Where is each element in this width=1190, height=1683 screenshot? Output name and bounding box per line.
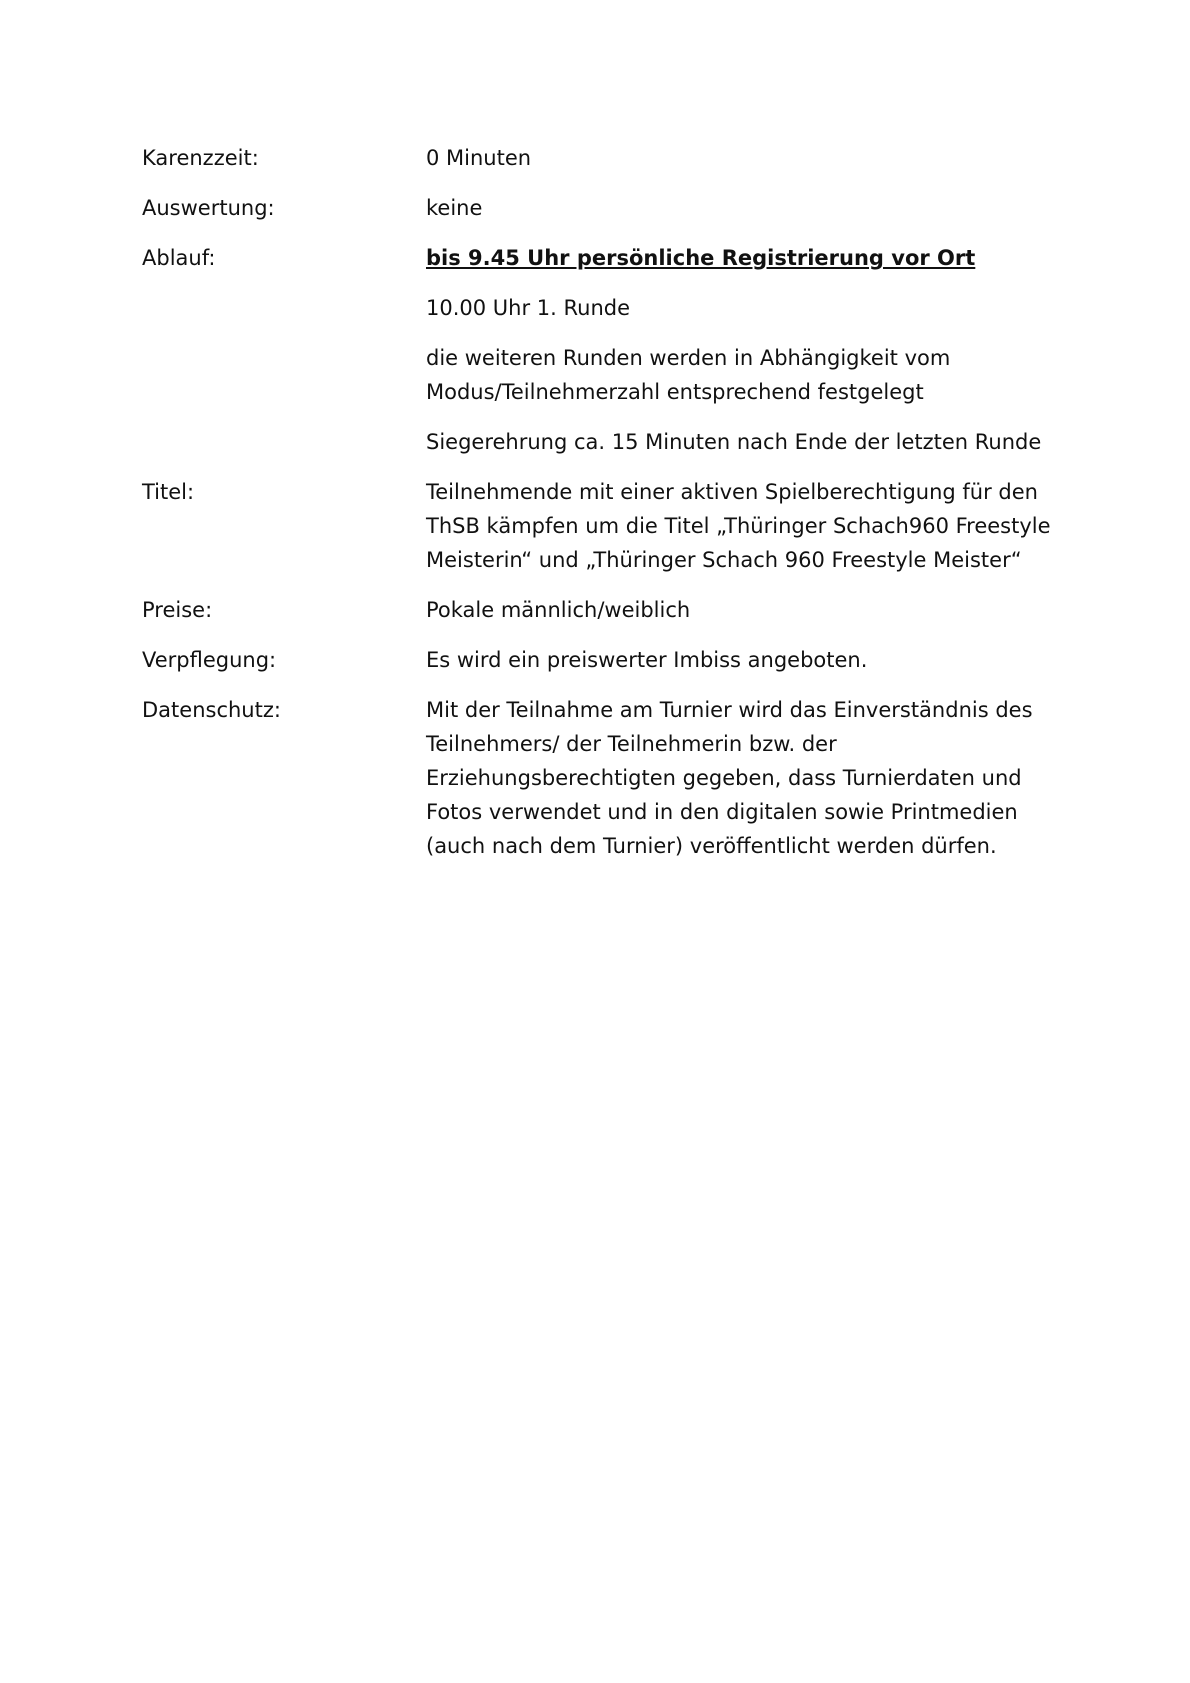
value-line: Modus/Teilnehmerzahl entsprechend festgelegt <box>426 380 924 404</box>
value-titel <box>426 475 1062 577</box>
row-ablauf-siegerehrung <box>142 425 1062 459</box>
label-empty <box>142 291 426 325</box>
value-line: die weiteren Runden werden in Abhängigkeit vom <box>426 346 951 370</box>
value-line-emphasis: bis 9.45 Uhr persönliche Registrierung vor Ort <box>426 246 976 270</box>
value-line: ThSB kämpfen um die Titel „Thüringer Schach960 Freestyle <box>426 514 1051 538</box>
value-verpflegung <box>426 643 1062 677</box>
label-titel: Titel: <box>142 480 195 504</box>
value-line: Teilnehmende mit einer aktiven Spielberechtigung für den <box>426 480 1038 504</box>
value-line: keine <box>426 196 483 220</box>
label-karenzzeit: Karenzzeit: <box>142 146 259 170</box>
row-ablauf <box>142 241 1062 275</box>
row-ablauf-runde1 <box>142 291 1062 325</box>
value-line: Teilnehmers/ der Teilnehmerin bzw. der <box>426 732 837 756</box>
label-empty <box>142 341 426 409</box>
row-titel <box>142 475 1062 577</box>
value-auswertung <box>426 191 1062 225</box>
value-ablauf-weitere-runden <box>426 341 1062 409</box>
value-line: 0 Minuten <box>426 146 532 170</box>
value-ablauf-siegerehrung <box>426 425 1062 459</box>
value-line: 10.00 Uhr 1. Runde <box>426 296 631 320</box>
value-line: (auch nach dem Turnier) veröffentlicht werden dürfen. <box>426 834 997 858</box>
row-datenschutz <box>142 693 1062 863</box>
value-datenschutz <box>426 693 1062 863</box>
row-preise <box>142 593 1062 627</box>
value-karenzzeit <box>426 141 1062 175</box>
value-line: Meisterin“ und „Thüringer Schach 960 Freestyle Meister“ <box>426 548 1022 572</box>
row-verpflegung <box>142 643 1062 677</box>
value-line: Es wird ein preiswerter Imbiss angeboten. <box>426 648 868 672</box>
label-auswertung: Auswertung: <box>142 196 275 220</box>
row-karenzzeit <box>142 141 1062 175</box>
value-line: Erziehungsberechtigten gegeben, dass Turnierdaten und <box>426 766 1022 790</box>
label-datenschutz: Datenschutz: <box>142 698 281 722</box>
label-ablauf: Ablauf: <box>142 246 216 270</box>
value-line: Fotos verwendet und in den digitalen sowie Printmedien <box>426 800 1018 824</box>
row-ablauf-weitere-runden <box>142 341 1062 409</box>
label-verpflegung: Verpflegung: <box>142 648 277 672</box>
label-empty <box>142 425 426 459</box>
value-line: Mit der Teilnahme am Turnier wird das Einverständnis des <box>426 698 1033 722</box>
value-ablauf-registrierung <box>426 241 1062 275</box>
value-line: Pokale männlich/weiblich <box>426 598 691 622</box>
row-auswertung <box>142 191 1062 225</box>
label-preise: Preise: <box>142 598 213 622</box>
value-line: Siegerehrung ca. 15 Minuten nach Ende der letzten Runde <box>426 430 1042 454</box>
value-preise <box>426 593 1062 627</box>
value-ablauf-runde1 <box>426 291 1062 325</box>
